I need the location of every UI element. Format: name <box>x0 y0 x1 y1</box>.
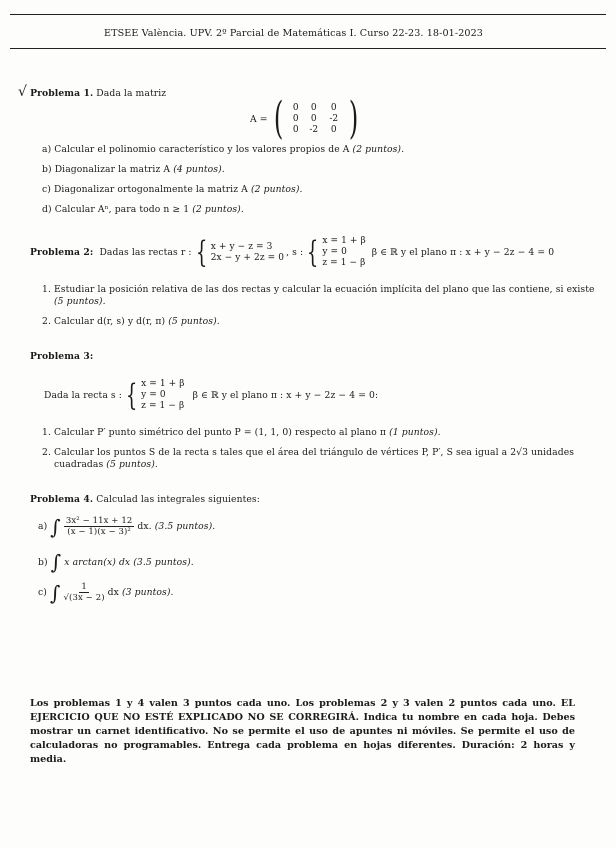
check-mark-icon: √ <box>18 84 28 100</box>
p1-item-c: c) Diagonalizar ortogonalmente la matriz A (2 puntos). <box>42 184 303 195</box>
p2-item-1-points: (5 puntos). <box>54 296 106 307</box>
exam-instructions: Los problemas 1 y 4 valen 3 puntos cada uno. Los problemas 2 y 3 valen 2 puntos cada uno. EL EJERCICIO QUE NO ESTÉ EXPLICADO NO SE CORREGIRÁ. Indica tu nombre en cada hoja. Debes mostrar un carnet identificativo. No se permite el uso de apuntes ni móviles. Se permite el uso de calculadoras no programables. Entrega cada problema en hojas diferentes. Duración: 2 horas y media. <box>30 698 575 765</box>
p3-item-1: 1. Calcular P′ punto simétrico del punto P = (1, 1, 0) respecto al plano π (1 puntos). <box>42 427 441 438</box>
matrix-grid: 0 0 0 0 0 -2 0 -2 0 <box>292 103 339 135</box>
problem-2-statement: Problema 2: Dadas las rectas r : { x + y − z = 3 2x − y + 2z = 0 , s : { x = 1 + β y = 0 z = 1 − β β ∈ ℝ y el plano π : x + y − 2z − 4 = 0 <box>30 234 555 270</box>
problem-3-statement: Dada la recta s : { x = 1 + β y = 0 z = 1 − β β ∈ ℝ y el plano π : x + y − 2z − 4 = 0: <box>44 377 379 413</box>
problem-2-title: Problema 2: <box>30 247 94 258</box>
integral-sign-icon: ∫ <box>50 550 62 574</box>
p3-item-2: 2. Calcular los puntos S de la recta s tales que el área del triángulo de vértices P, P′, S sea igual a 2√3 unidades <box>42 447 575 458</box>
integral-sign-icon: ∫ <box>50 514 61 539</box>
p2-item-2: 2. Calcular d(r, s) y d(r, π) (5 puntos). <box>42 316 220 327</box>
p1-item-b: b) Diagonalizar la matriz A (4 puntos). <box>42 164 225 175</box>
exam-header: ETSEE València. UPV. 2º Parcial de Matemáticas I. Curso 22-23. 18-01-2023 <box>104 28 484 39</box>
line-r-system: x + y − z = 3 2x − y + 2z = 0 <box>210 241 285 263</box>
matrix-a: A = ( 0 0 0 0 0 -2 0 -2 0 ) <box>250 93 359 144</box>
fraction-a: $\frac{\text{3x² − 11x + 12}}{\text{(x − 1)(x − 3)²}}$ <box>65 516 133 537</box>
p1-item-a: a) Calcular el polinomio característico y los valores propios de A (2 puntos). <box>42 144 405 155</box>
line-s-system: x = 1 + β y = 0 z = 1 − β <box>322 236 366 268</box>
p4-item-c: c) ∫ $\frac{1}{√(3x - 2)}$ dx (3 puntos). <box>38 580 174 605</box>
fraction-c: $\frac{1}{√(3x - 2)}$ <box>63 582 105 603</box>
p4-item-a: a) ∫ $\frac{\text{3x² − 11x + 12}}{\text{(x − 1)(x − 3)²}}$ dx. (3.5 puntos). <box>38 514 216 539</box>
problem-1-title: √ Problema 1. Dada la matriz <box>18 84 167 100</box>
integral-sign-icon: ∫ <box>49 580 61 605</box>
problem-4-title: Problema 4. Calculad las integrales siguientes: <box>30 494 260 505</box>
matrix-label: A = <box>250 113 268 125</box>
header-rule <box>10 48 606 49</box>
p1-item-d: d) Calcular Aⁿ, para todo n ≥ 1 (2 puntos). <box>42 204 244 215</box>
top-rule <box>10 14 606 15</box>
p3-item-2-cont: cuadradas (5 puntos). <box>54 459 158 470</box>
p4-item-b: b) ∫ x arctan(x) dx (3.5 puntos). <box>38 550 194 574</box>
line-s-system-p3: x = 1 + β y = 0 z = 1 − β <box>141 379 185 411</box>
p2-item-1: 1. Estudiar la posición relativa de las dos rectas y calcular la ecuación implícita del plano que las contiene, si existe <box>42 284 595 295</box>
problem-3-title: Problema 3: <box>30 351 94 362</box>
